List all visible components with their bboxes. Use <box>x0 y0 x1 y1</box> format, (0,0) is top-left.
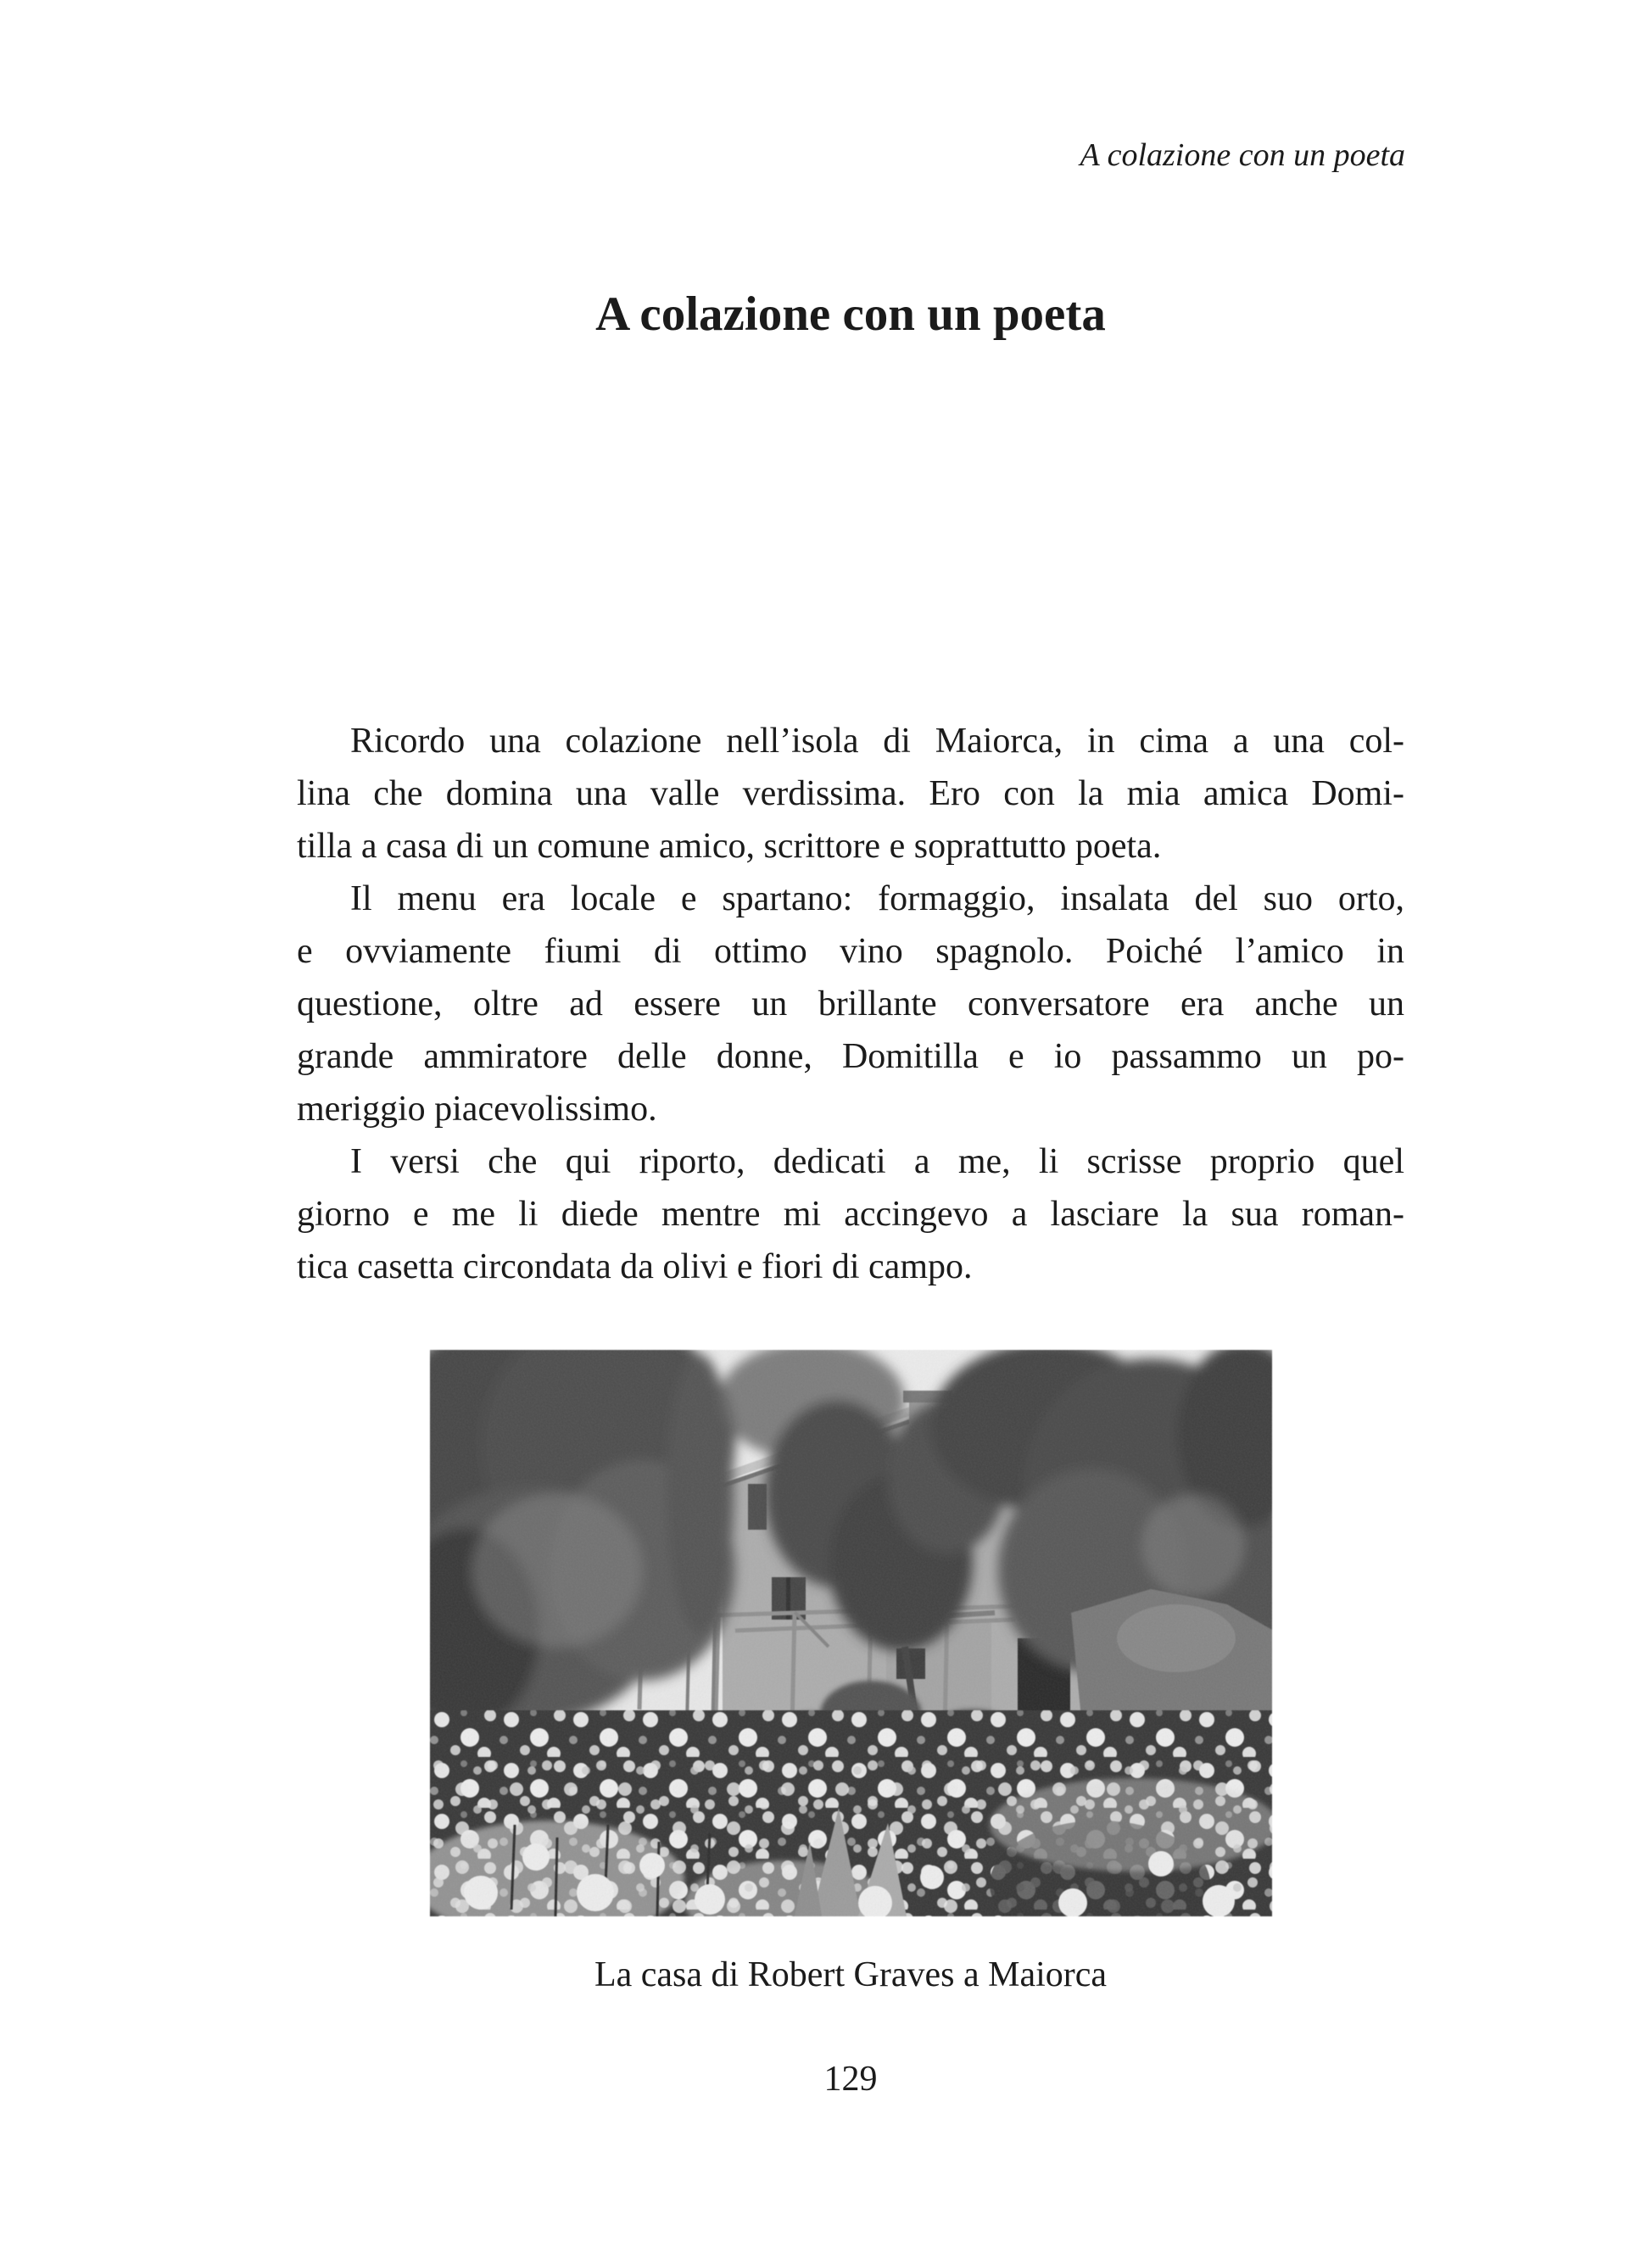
body-line: grande ammiratore delle donne, Domitilla e io passammo un po- <box>297 1037 1404 1076</box>
body-line: tica casetta circondata da olivi e fiori di campo. <box>297 1247 973 1286</box>
body-line: Il menu era locale e spartano: formaggio, insalata del suo orto, <box>350 879 1404 918</box>
house-garden-photo <box>430 1350 1272 1916</box>
figure-caption: La casa di Robert Graves a Maiorca <box>594 1955 1108 1994</box>
body-line: giorno e me li diede mentre mi accingevo a lasciare la sua roman- <box>297 1195 1404 1234</box>
chapter-title: A colazione con un poeta <box>595 287 1106 341</box>
body-line: e ovviamente fiumi di ottimo vino spagnolo. Poiché l’amico in <box>297 932 1404 971</box>
page-number: 129 <box>823 2060 878 2099</box>
body-line: tilla a casa di un comune amico, scrittore e soprattutto poeta. <box>297 827 1162 866</box>
body-line: meriggio piacevolissimo. <box>297 1090 657 1129</box>
body-line: Ricordo una colazione nell’isola di Maiorca, in cima a una col- <box>350 722 1404 761</box>
body-text <box>297 715 1404 1293</box>
running-header: A colazione con un poeta <box>1080 137 1405 173</box>
body-line: lina che domina una valle verdissima. Ero con la mia amica Domi- <box>297 774 1404 813</box>
body-line: questione, oltre ad essere un brillante conversatore era anche un <box>297 984 1404 1023</box>
body-line: I versi che qui riporto, dedicati a me, li scrisse proprio quel <box>350 1142 1404 1181</box>
figure-photo <box>430 1350 1272 1916</box>
